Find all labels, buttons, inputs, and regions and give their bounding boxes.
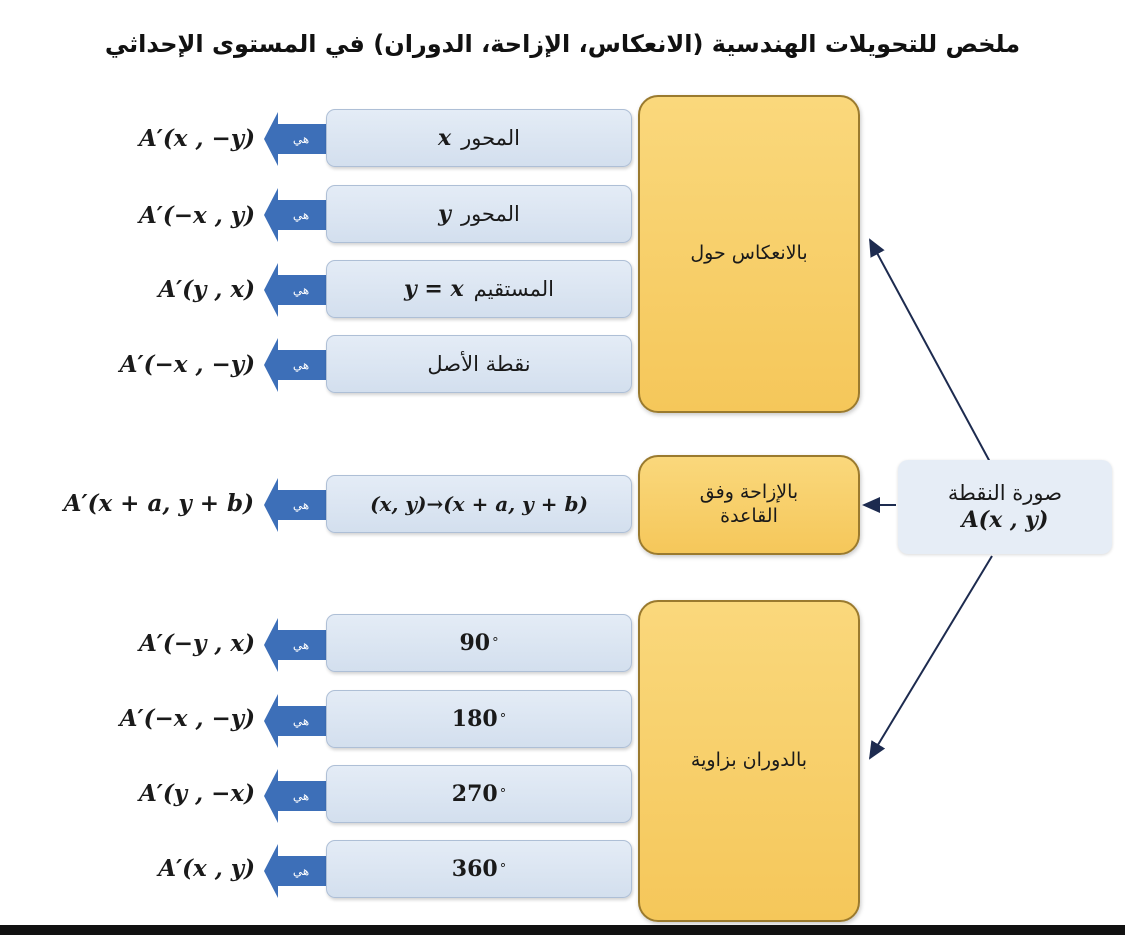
degree-symbol: ° xyxy=(492,635,499,651)
rotation-item-90 xyxy=(326,614,632,672)
item-math: y xyxy=(438,201,451,227)
diagram-title: ملخص للتحويلات الهندسية (الانعكاس، الإزاحة، الدوران) في المستوى الإحداثي xyxy=(104,30,1021,58)
arrow-label: هي xyxy=(292,638,310,652)
rotation-item-360 xyxy=(326,840,632,898)
connector-rotation xyxy=(870,556,992,758)
translation-rule: (x, y)→(x + a, y + b) xyxy=(370,492,588,516)
angle-value: 90 xyxy=(459,630,491,656)
reflection-item-origin xyxy=(326,335,632,393)
reflection-result-x-axis: A′(x , −y) xyxy=(138,124,255,152)
arrow-label: هي xyxy=(292,498,310,512)
rotation-result-360: A′(x , y) xyxy=(158,854,255,882)
category-translation xyxy=(638,455,860,555)
item-text: المستقيم xyxy=(473,277,555,301)
arrow-label: هي xyxy=(292,132,310,146)
arrow-label: هي xyxy=(292,283,310,297)
rotation-item-180 xyxy=(326,690,632,748)
source-point: A(x , y) xyxy=(961,507,1049,533)
reflection-result-y-axis: A′(−x , y) xyxy=(138,201,255,229)
angle-value: 180 xyxy=(451,706,498,732)
rotation-result-270: A′(y , −x) xyxy=(138,779,255,807)
source-label: صورة النقطة xyxy=(947,481,1063,505)
reflection-result-line: A′(y , x) xyxy=(158,275,255,303)
reflection-item-y-axis xyxy=(326,185,632,243)
category-reflection xyxy=(638,95,860,413)
arrow-label: هي xyxy=(292,208,310,222)
item-text: المحور xyxy=(461,126,521,150)
arrow-label: هي xyxy=(292,864,310,878)
category-rotation xyxy=(638,600,860,922)
item-text: نقطة الأصل xyxy=(427,352,531,376)
angle-value: 270 xyxy=(451,781,498,807)
arrow-label: هي xyxy=(292,358,310,372)
translation-item xyxy=(326,475,632,533)
item-math: x xyxy=(437,125,452,151)
bottom-rule xyxy=(0,925,1125,935)
arrow-label: هي xyxy=(292,789,310,803)
degree-symbol: ° xyxy=(499,786,507,802)
item-text: المحور xyxy=(460,202,520,226)
degree-symbol: ° xyxy=(499,861,507,877)
category-rotation-label: بالدوران بزاوية xyxy=(690,749,808,772)
angle-value: 360 xyxy=(451,856,498,882)
reflection-result-origin: A′(−x , −y) xyxy=(119,350,255,378)
reflection-item-x-axis xyxy=(326,109,632,167)
rotation-result-180: A′(−x , −y) xyxy=(119,704,255,732)
category-reflection-label: بالانعكاس حول xyxy=(690,242,808,265)
arrow-label: هي xyxy=(292,714,310,728)
rotation-item-270 xyxy=(326,765,632,823)
connector-reflection xyxy=(870,240,990,462)
degree-symbol: ° xyxy=(499,711,507,727)
category-translation-label: بالإزاحة وفق القاعدة xyxy=(699,481,799,527)
item-math: y = x xyxy=(403,276,464,302)
rotation-result-90: A′(−y , x) xyxy=(138,629,255,657)
reflection-item-line xyxy=(326,260,632,318)
translation-result: A′(x + a, y + b) xyxy=(63,489,254,517)
source-point-box xyxy=(898,460,1112,554)
